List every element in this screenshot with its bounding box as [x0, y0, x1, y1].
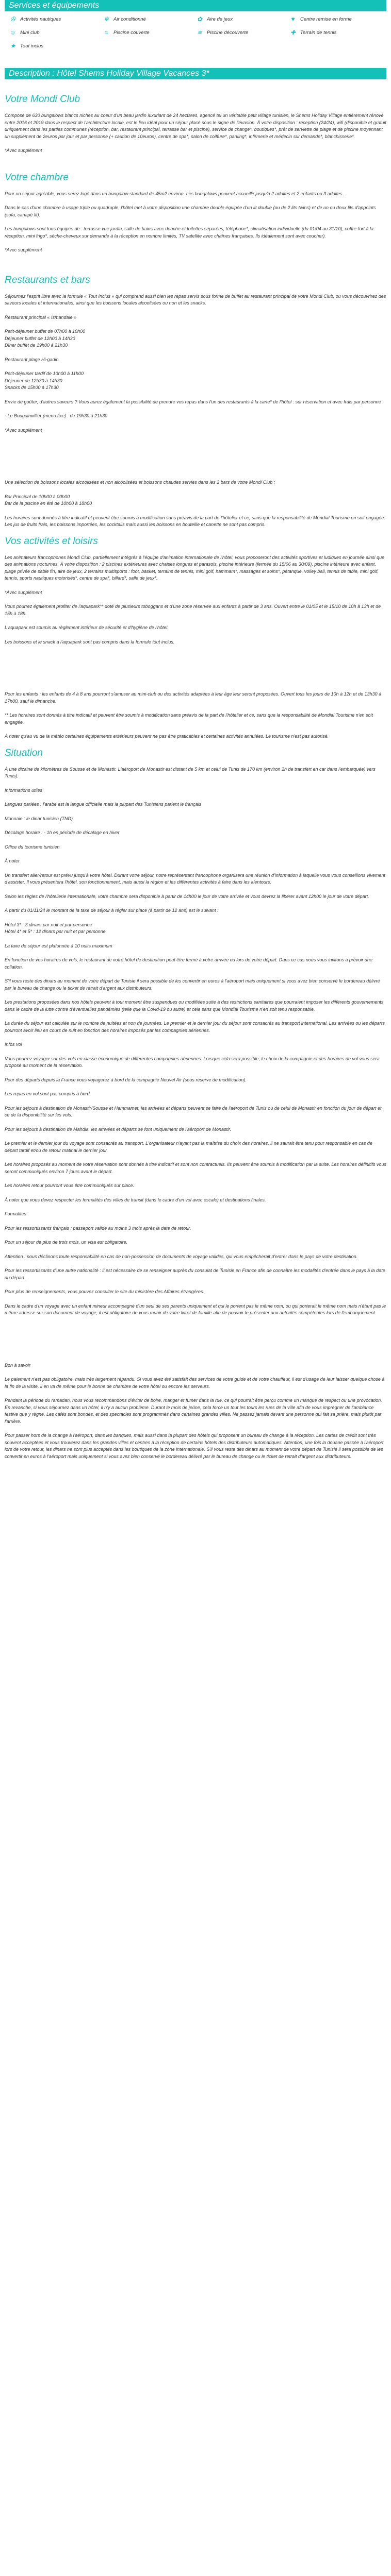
section-paragraph	[5, 441, 386, 472]
section-paragraph: Pour passer hors de la change à l'aéroport, dans les banques, mais aussi dans la plupart des hôtels qui proposent un bureau de change à la réception. Les cartes de crédit sont très souvent acceptées et vous trouverez dans les grandes villes et centres à la réception de certains hôtels des distributeurs automatiques. Attention, une fois la douane passée à l'aéroport lors de votre retour, les dinars ne sont plus acceptés dans les boutiques de la zone internationale. S'il vous reste des dinars au moment de votre départ de Tunisie il sera possible de les convertir en euros à l'aéroport mais uniquement si vous avez bien conservé le bordereau délivré par le bureau de change ou le ticket de retrait d'argent aux distributeurs.	[5, 1433, 384, 1459]
section-paragraph: À noter qu'au vu de la météo certaines équipements extérieurs peuvent ne pas être praticables et certaines activités annulées. Le tourisme n'est pas autorisé.	[5, 734, 329, 739]
amenity-label: Activités nautiques	[20, 16, 61, 22]
section-paragraph: Pour un séjour agréable, vous serez logé dans un bungalow standard de 45m2 environ. Les bungalows peuvent accueillir jusqu'à 2 adultes et 2 enfants ou 3 adultes.	[5, 191, 344, 196]
section-paragraph: Envie de goûter, d'autres saveurs ? Vous aurez également la possibilité de prendre vos repas dans l'un des restaurants à la carte* de l'hôtel : sur réservation et avec frais par personne	[5, 399, 381, 404]
section-paragraph: S'il vous reste des dinars au moment de votre départ de Tunisie il sera possible de les convertir en euros à l'aéroport mais uniquement si vous avez bien conservé le bordereau délivré par le bureau de change ou le ticket de retrait d'argent aux distributeurs.	[5, 978, 380, 991]
pool-outdoor-icon: ≋	[197, 29, 203, 36]
amenity-item	[289, 15, 382, 23]
section-paragraph: - Le Bougainvillier (menu fixe) : de 19h30 à 21h30	[5, 413, 108, 418]
pool-icon: ≈	[104, 29, 108, 36]
section-paragraph: Les horaires proposés au moment de votre réservation sont donnés à titre indicatif et sont non contractuels. Ils peuvent être soumis à modification par la suite. Les horaires définitifs vous seront communiqués environ 7 jours avant le départ.	[5, 1162, 386, 1174]
section-paragraph: À noter que vous devez respecter les formalités des villes de transit (dans le cadre d'un vol avec escale) et destinations finales.	[5, 1197, 266, 1202]
section-3	[5, 536, 386, 740]
section-paragraph: Les bungalows sont tous équipés de : terrasse vue jardin, salle de bains avec douche et toilettes séparées, téléphone*, climatisation individuelle (du 01/04 au 31/10), coffre-fort à la réception, mini frigo*, sèche-cheveux sur demande à la réception en nombre limités, TV satellite avec chaînes françaises. Ils idéalement sont avec coucher).	[5, 226, 373, 239]
section-paragraph: Pour les séjours à destination de Monastir/Sousse et Hammamet, les arrivées et départs peuvent se faire de l'aéroport de Tunis ou de celui de Monastir en fonction du jour de départ et ce de la disponibilité sur les vols.	[5, 1105, 382, 1117]
section-paragraph: Pour plus de renseignements, vous pouvez consulter le site du ministère des Affaires étrangères.	[5, 1289, 204, 1294]
amenity-label: Air conditionné	[113, 16, 146, 22]
section-paragraph: Le premier et le dernier jour du voyage sont consacrés au transport. L'organisateur n'ayant pas la maîtrise du choix des horaires, il ne saurait être tenu pour responsable en cas de départ tardif et/ou de retour matinal le dernier jour.	[5, 1141, 372, 1153]
section-paragraph: Les boissons et le snack à l'aquapark sont pas compris dans la formule tout inclus.	[5, 639, 175, 645]
section-paragraph: Un transfert aller/retour est prévu jusqu'à votre hôtel. Durant votre séjour, notre représentant francophone organisera une réunion d'information à laquelle vous vous conseillons vivement d'assister. Il vous présentera l'hôtel, son fonctionnement, mais aussi la région et les différentes activités à faire dans les alentours.	[5, 872, 385, 885]
sport-icon: ✚	[290, 29, 296, 36]
section-paragraph: Office du tourisme tunisien	[5, 844, 60, 850]
section-1	[5, 172, 386, 254]
section-paragraph: Pendant la période du ramadan, nous vous recommandons d'éviter de boire, manger et fumer dans la rue, ce qui pourrait être perçu comme un manque de respect ou une provocation. En revanche, si vous séjournez dans un hôtel, il n'y a aucun problème. Durant le mois de jeûne, cela force un tout les tours les rues de la ville afin de vous imprégner de l'ambiance festive que y règne. Les cafés sont bondés, et des spectacles sont programmés dans certaines grandes villes. Ne passez jamais devant une personne qui fait sa prière, mais plutôt par l'arrière.	[5, 1398, 382, 1424]
all-inclusive-icon: ★	[10, 42, 16, 49]
section-paragraph: Pour les ressortissants français : passeport valide au moins 3 mois après la date de retour.	[5, 1225, 191, 1231]
section-paragraph: Pour les enfants : les enfants de 4 à 8 ans pourront s'amuser au mini-club ou des activités adaptées à leur âge leur seront proposées. Ouvert tous les jours de 10h à 12h et de 13h30 à 17h00, sauf le dimanche.	[5, 691, 382, 704]
wifi-icon: ✇	[10, 15, 16, 23]
section-paragraph: La taxe de séjour est plafonnée à 10 nuits maximum	[5, 943, 112, 948]
section-2	[5, 275, 386, 529]
section-paragraph: Selon les règles de l'hôtellerie internationale, votre chambre sera disponible à partir de 14h00 le jour de votre arrivée et vous devrez la libérer avant 12h00 le jour de votre départ.	[5, 893, 369, 899]
section-paragraph: Les prestations proposées dans nos hôtels peuvent à tout moment être suspendues ou modifiées suite à des restrictions sanitaires que pourraient imposer les différents gouvernements dans le cadre de la lutte contre d'éventuelles pandémies (telle que la Covid-19 ou autre) et cela sans que Mondial Tourisme n'en soit tenu responsable.	[5, 999, 384, 1012]
section-paragraph: Les horaires retour pourront vous être communiqués sur place.	[5, 1183, 135, 1188]
amenities-list	[5, 11, 386, 55]
section-heading: Vos activités et loisirs	[5, 535, 98, 547]
section-paragraph: À noter	[5, 858, 20, 863]
section-paragraph: Petit-déjeuner tardif de 10h00 à 11h00 Déjeuner de 12h30 à 14h30 Snacks de 15h00 à 17h30	[5, 371, 84, 390]
section-heading: Situation	[5, 747, 43, 758]
section-paragraph: *Avec supplément	[5, 148, 42, 153]
amenity-item	[9, 15, 102, 23]
section-paragraph: Attention : nous déclinons toute responsabilité en cas de non-possession de documents de voyage valides, qui vous empêcherait d'entrer dans le pays de votre destination.	[5, 1253, 358, 1259]
amenity-item	[289, 29, 382, 36]
section-paragraph: Une sélection de boissons locales alcoolisées et non alcoolisées et boissons chaudes servies dans les 2 bars de votre Mondi Club :	[5, 480, 275, 485]
amenity-label: Terrain de tennis	[300, 29, 337, 36]
section-paragraph: Petit-déjeuner buffet de 07h00 à 10h00 Déjeuner buffet de 12h00 à 14h30 Dîner buffet de 19h00 à 21h30	[5, 329, 86, 348]
amenity-label: Tout inclus	[20, 43, 44, 49]
section-paragraph: Les horaires sont donnés à titre indicatif et peuvent être soumis à modification sans préavis de la part de l'hôtelier et ce, sans que la responsabilité de Mondial Tourisme en soit engagée. Les jus de fruits frais, les boissons importées, les cocktails mais aussi les boissons en bouteille et canette ne sont pas compris.	[5, 515, 385, 527]
section-paragraph: ** Les horaires sont donnés à titre indicatif et peuvent être soumis à modification sans préavis de la part de l'hôtelier et ce, sans que la responsabilité de Mondial Tourisme n'en soit engagée.	[5, 713, 373, 725]
description-title-bar	[5, 68, 386, 79]
section-paragraph: Vous pourrez voyager sur des vols en classe économique de différentes compagnies aériennes. Lorsque cela sera possible, le choix de la compagnie et des horaires de vol vous sera proposé au moment de la réservation.	[5, 1056, 380, 1068]
section-paragraph: Le paiement n'est pas obligatoire, mais très largement répandu. Si vous avez été satisfait des services de votre guide et de votre chauffeur, il est d'usage de leur laisser quelque chose à la fin de la visite, il en va de même pour le bonne de chambre de votre hôtel ou encore les serveurs.	[5, 1377, 385, 1389]
section-paragraph: Hôtel 3* : 3 dinars par nuit et par personne Hôtel 4* et 5* : 12 dinars par nuit et par personne	[5, 922, 106, 934]
section-paragraph: Séjournez l'esprit libre avec la formule « Tout Inclus » qui comprend aussi bien les repas servis sous forme de buffet au restaurant principal de votre Mondi Club, ou vous découvrirez des saveurs locales et internationales, ainsi que les boissons locales alcoolisées ou non et les snacks.	[5, 293, 386, 306]
section-paragraph: L'aquapark est soumis au règlement intérieur de sécurité et d'hygiène de l'hôtel.	[5, 625, 169, 630]
amenity-item	[102, 15, 196, 23]
section-paragraph: Dans le cadre d'un voyage avec un enfant mineur accompagné d'un seul de ses parents uniquement et qui le portent pas le même nom, ou qui porterait le même nom mais n'étant pas le même adresse sur son document de voyage, il est obligatoire de vous munir de votre livret de famille afin de pouvoir le présenter aux autorités compétentes lors de l'embarquement.	[5, 1303, 386, 1315]
section-paragraph: Infos vol	[5, 1042, 22, 1047]
amenity-item	[196, 29, 289, 36]
section-paragraph: Formalités	[5, 1211, 27, 1216]
playground-icon: ✿	[197, 15, 203, 23]
section-paragraph: Bon à savoir	[5, 1362, 31, 1368]
section-paragraph: Les repas en vol sont pas compris à bord.	[5, 1091, 91, 1096]
section-paragraph: *Avec supplément	[5, 427, 42, 433]
amenity-label: Piscine couverte	[113, 29, 150, 36]
section-paragraph: La durée du séjour est calculée sur le nombre de nuitées et non de journées. Le premier et le dernier jour du séjour sont consacrés au transport international. Les arrivées ou les départs pourront avoir lieu en cours de nuit en fonction des horaires imposés par les compagnies aériennes.	[5, 1021, 385, 1033]
section-paragraph: Pour des départs depuis la France vous voyagerez à bord de la compagnie Nouvel Air (sous réserve de modification).	[5, 1077, 247, 1082]
section-heading: Votre Mondi Club	[5, 94, 80, 105]
section-paragraph: *Avec supplément	[5, 589, 42, 595]
amenity-label: Centre remise en forme	[300, 16, 352, 22]
section-0	[5, 94, 386, 155]
section-paragraph: Pour les séjours à destination de Mahdia, les arrivées et départs se font uniquement de l'aéroport de Monastir.	[5, 1126, 232, 1132]
section-paragraph: Restaurant principal « Ismandale »	[5, 314, 77, 320]
description-title: Description : Hôtel Shems Holiday Village Vacances 3*	[9, 69, 209, 78]
amenity-item	[196, 15, 289, 23]
section-paragraph	[5, 1324, 386, 1355]
amenity-label: Piscine découverte	[207, 29, 249, 36]
services-title: Services et équipements	[9, 1, 100, 10]
amenity-item	[9, 29, 102, 36]
fitness-icon: ♥	[291, 15, 295, 23]
section-paragraph: Restaurant plage Hi-gadin	[5, 357, 59, 362]
amenity-label: Mini club	[20, 29, 40, 36]
section-paragraph: À une dizaine de kilomètres de Sousse et de Monastir. L'aéroport de Monastir est distant de 5 km et celui de Tunis de 170 km (environ 2h de transfert en car dans l'embarquée) vers Tunis).	[5, 766, 376, 778]
services-title-bar	[5, 0, 386, 11]
section-paragraph: Bar Principal de 10h00 à 00h00 Bar de la piscine en été de 10h00 à 18h00	[5, 494, 92, 506]
section-paragraph: Composé de 630 bungalows blancs nichés au coeur d'un beau jardin luxuriant de 24 hectares, agencé tel un véritable petit village tunisien, le Shems Holiday Village entièrement rénové entre 2016 et 2019 dans le respect de l'architecture locale, est le lieu idéal pour un séjour placé sous le signe de l'évasion. À votre disposition : réception (24/24), wifi (disponible et gratuit uniquement dans les parties communes (réception, bar, restaurant principal, terrasse bar et piscine), service de change*, boutiques*, prêt de serviette de plage et de piscine moyennant un supplément de 2euros par jour et par personne (+ caution de 10euros), centre de spa*, salon de coiffure*, parking*, infirmerie et médecin sur demande*, blanchisserie*.	[5, 113, 386, 139]
section-paragraph: Dans le cas d'une chambre à usage triple ou quadruple, l'hôtel met à votre disposition une chambre double équipée d'un lit double (ou de 2 lits twins) et de un ou deux lits d'appoints (sofa, canapé lit).	[5, 205, 376, 217]
section-paragraph: À partir du 01/11/24 le montant de la taxe de séjour à régler sur place (à partir de 12 ans) est le suivant :	[5, 908, 219, 913]
section-paragraph: En fonction de vos horaires de vols, le restaurant de votre hôtel de destination peut être fermé à votre arrivée ou lors de votre départ. Dans ce cas nous vous invitons à prévoir une collation.	[5, 957, 372, 970]
section-paragraph: Vous pourrez également profiter de l'aquapark** doté de plusieurs toboggans et d'une zone réservée aux enfants à partir de 3 ans. Ouvert entre le 01/05 et le 15/10 de 10h à 13h et de 15h à 18h.	[5, 604, 381, 616]
section-paragraph: *Avec supplément	[5, 247, 42, 252]
section-paragraph: Décalage horaire : - 1h en période de décalage en hiver	[5, 830, 120, 835]
section-paragraph: Pour un séjour de plus de trois mois, un visa est obligatoire.	[5, 1240, 128, 1245]
amenity-label: Aire de jeux	[207, 16, 233, 22]
section-paragraph: Pour les ressortissants d'une autre nationalité : il est nécessaire de se renseigner auprès du consulat de Tunisie en France afin de connaître les modalités d'entrée dans le pays à la date du départ.	[5, 1268, 385, 1280]
section-4	[5, 748, 386, 1461]
section-heading: Restaurants et bars	[5, 274, 90, 285]
section-heading: Votre chambre	[5, 172, 69, 183]
section-paragraph: Informations utiles	[5, 787, 43, 793]
snowflake-icon: ❄	[103, 15, 109, 23]
kids-club-icon: ☺	[9, 29, 17, 36]
section-paragraph: Langues parlées : l'arabe est la langue officielle mais la plupart des Tunisiens parlent le français	[5, 802, 202, 807]
amenity-item	[102, 29, 196, 36]
section-paragraph: Les animateurs francophones Mondi Club, partiellement intégrés à l'équipe d'animation internationale de l'hôtel, vous proposeront des activités sportives et ludiques en journée ainsi que des animations nocturnes. À votre disposition : 2 piscines extérieures avec chaises longues et parasols, piscine intérieure (fermée du 15/06 au 30/09), piscine intérieure avec enfant, plage privée de sable fin, aire de jeux, 2 terrains multisports : foot, basket, terrains de tennis, mini golf, hammam*, massages et soins*, pétanque, volley ball, tennis de table, mini golf, tennis, sports nautiques motorisés*, centre de spa*, billard*, salle de jeux*.	[5, 554, 385, 581]
amenity-item	[9, 42, 102, 49]
section-paragraph: Monnaie : le dinar tunisien (TND)	[5, 816, 73, 821]
section-paragraph	[5, 653, 386, 684]
description-content	[5, 79, 386, 1460]
